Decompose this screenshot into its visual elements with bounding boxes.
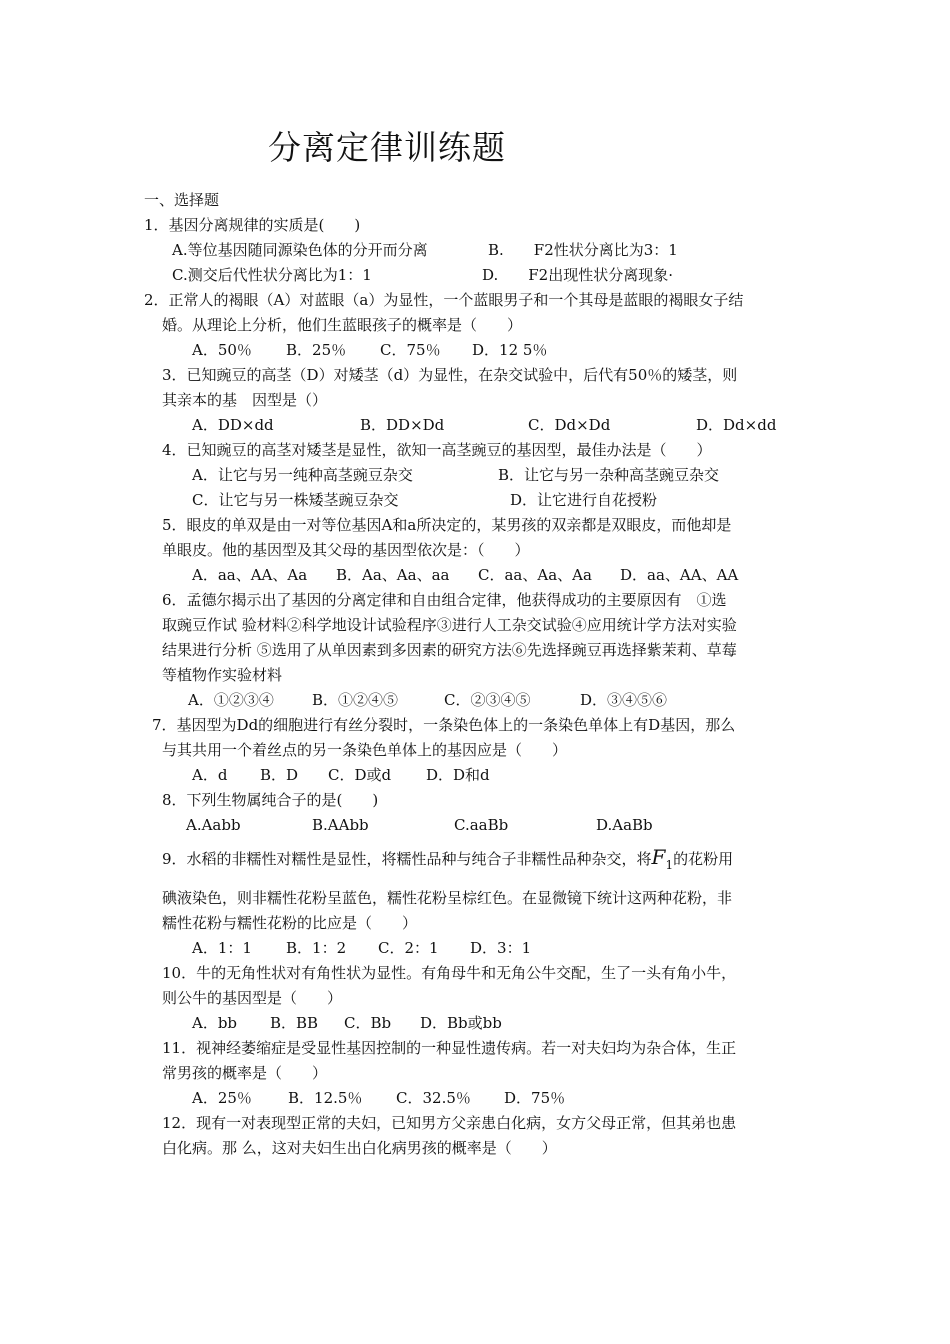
question-2-option-a: A．50％ — [192, 341, 252, 359]
question-8-stem: 8．下列生物属纯合子的是( ) — [162, 791, 379, 809]
question-9-stem-line-1 — [162, 847, 733, 875]
question-8-option-b: B.AAbb — [312, 816, 369, 834]
question-2-stem-line-2: 婚。从理论上分析，他们生蓝眼孩子的概率是（ ） — [162, 316, 523, 334]
question-10-option-c: C．Bb — [344, 1014, 392, 1032]
question-7-option-c: C．D或d — [328, 766, 392, 784]
question-12-stem-line-1: 12．现有一对表现型正常的夫妇，已知男方父亲患白化病，女方父母正常，但其弟也患 — [162, 1114, 737, 1132]
question-5-option-b: B．Aa、Aa、aa — [336, 566, 450, 584]
question-9-stem-part-2: 的花粉用 — [673, 850, 734, 868]
question-9-stem-part-1: 9．水稻的非糯性对糯性是显性，将糯性品种与纯合子非糯性品种杂交，将 — [162, 850, 652, 868]
question-2-option-c: C．75％ — [380, 341, 441, 359]
question-1-option-c: C.测交后代性状分离比为1：1 — [172, 266, 372, 284]
question-3-stem-line-2: 其亲本的基 因型是（） — [162, 391, 328, 409]
question-3-option-c: C．Dd×Dd — [528, 416, 611, 434]
question-7-option-a: A．d — [192, 766, 228, 784]
question-11-stem-line-2: 常男孩的概率是（ ） — [162, 1064, 328, 1082]
question-1-stem: 1．基因分离规律的实质是( ) — [144, 216, 361, 234]
question-7-option-b: B．D — [260, 766, 299, 784]
question-10-option-d: D．Bb或bb — [420, 1014, 502, 1032]
question-4-option-b: B．让它与另一杂种高茎豌豆杂交 — [498, 466, 720, 484]
question-6-option-a: A．①②③④ — [188, 691, 274, 709]
question-8-option-c: C.aaBb — [454, 816, 509, 834]
question-5-stem-line-2: 单眼皮。他的基因型及其父母的基因型依次是：（ ） — [162, 541, 530, 559]
question-3-option-d: D．Dd×dd — [696, 416, 777, 434]
question-5-option-a: A．aa、AA、Aa — [192, 566, 308, 584]
question-3-stem-line-1: 3．已知豌豆的高茎（D）对矮茎（d）为显性，在杂交试验中，后代有50％的矮茎，则 — [162, 366, 738, 384]
question-8-option-d: D.AaBb — [596, 816, 653, 834]
question-6-option-b: B．①②④⑤ — [312, 691, 399, 709]
question-6-stem-line-3: 结果进行分析 ⑤选用了从单因素到多因素的研究方法⑥先选择豌豆再选择紫茉莉、草莓 — [162, 641, 737, 659]
question-4-option-d: D．让它进行自花授粉 — [510, 491, 658, 509]
question-7-option-d: D．D和d — [426, 766, 490, 784]
question-1-option-d: D. F2出现性状分离现象· — [482, 266, 673, 284]
section-heading: 一、选择题 — [144, 191, 220, 209]
question-7-stem-line-2: 与其共用一个着丝点的另一条染色单体上的基因应是（ ） — [162, 741, 568, 759]
question-9-option-a: A．1：1 — [192, 939, 252, 957]
question-6-option-c: C．②③④⑤ — [444, 691, 531, 709]
question-4-stem: 4．已知豌豆的高茎对矮茎是显性，欲知一高茎豌豆的基因型，最佳办法是（ ） — [162, 441, 712, 459]
question-11-option-d: D．75％ — [504, 1089, 566, 1107]
question-1-option-a: A.等位基因随同源染色体的分开而分离 — [172, 241, 428, 259]
question-10-stem-line-1: 10．牛的无角性状对有角性状为显性。有角母牛和无角公牛交配，生了一头有角小牛， — [162, 964, 737, 982]
question-9-option-d: D．3：1 — [470, 939, 532, 957]
question-12-stem-line-2: 白化病。那 么，这对夫妇生出白化病男孩的概率是（ ） — [162, 1139, 557, 1157]
question-3-option-b: B．DD×Dd — [360, 416, 445, 434]
question-2-stem-line-1: 2．正常人的褐眼（A）对蓝眼（a）为显性，一个蓝眼男子和一个其母是蓝眼的褐眼女子结 — [144, 291, 744, 309]
question-6-option-d: D．③④⑤⑥ — [580, 691, 668, 709]
question-7-stem-line-1: 7．基因型为Dd的细胞进行有丝分裂时，一条染色体上的一条染色单体上有D基因，那么 — [152, 716, 736, 734]
question-10-stem-line-2: 则公牛的基因型是（ ） — [162, 989, 343, 1007]
question-10-option-a: A．bb — [192, 1014, 238, 1032]
question-6-stem-line-1: 6．孟德尔揭示出了基因的分离定律和自由组合定律，他获得成功的主要原因有 ①选 — [162, 591, 727, 609]
page-title: 分离定律训练题 — [268, 128, 506, 167]
question-9-stem-line-3: 糯性花粉与糯性花粉的比应是（ ） — [162, 914, 418, 932]
question-10-option-b: B．BB — [270, 1014, 319, 1032]
question-9-stem-line-2: 碘液染色，则非糯性花粉呈蓝色，糯性花粉呈棕红色。在显微镜下统计这两种花粉，非 — [162, 889, 733, 907]
question-11-option-a: A．25％ — [192, 1089, 252, 1107]
question-2-option-d: D．12 5％ — [472, 341, 548, 359]
question-1-option-b: B. F2性状分离比为3：1 — [488, 241, 678, 259]
question-11-stem-line-1: 11．视神经萎缩症是受显性基因控制的一种显性遗传病。若一对夫妇均为杂合体，生正 — [162, 1039, 737, 1057]
question-5-option-d: D．aa、AA、AA — [620, 566, 739, 584]
question-5-stem-line-1: 5．眼皮的单双是由一对等位基因A和a所决定的，某男孩的双亲都是双眼皮，而他却是 — [162, 516, 732, 534]
question-4-option-c: C．让它与另一株矮茎豌豆杂交 — [192, 491, 399, 509]
question-5-option-c: C．aa、Aa、Aa — [478, 566, 592, 584]
question-8-option-a: A.Aabb — [186, 816, 241, 834]
question-9-option-c: C．2：1 — [378, 939, 439, 957]
question-11-option-b: B．12.5％ — [288, 1089, 363, 1107]
question-6-stem-line-2: 取豌豆作试 验材料②科学地设计试验程序③进行人工杂交试验④应用统计学方法对实验 — [162, 616, 737, 634]
question-2-option-b: B．25％ — [286, 341, 347, 359]
question-11-option-c: C．32.5％ — [396, 1089, 471, 1107]
question-6-stem-line-4: 等植物作实验材料 — [162, 666, 283, 684]
question-3-option-a: A．DD×dd — [192, 416, 274, 434]
question-9-option-b: B．1：2 — [286, 939, 347, 957]
question-4-option-a: A．让它与另一纯种高茎豌豆杂交 — [192, 466, 413, 484]
f1-generation-symbol: $F_1$ — [651, 845, 674, 872]
